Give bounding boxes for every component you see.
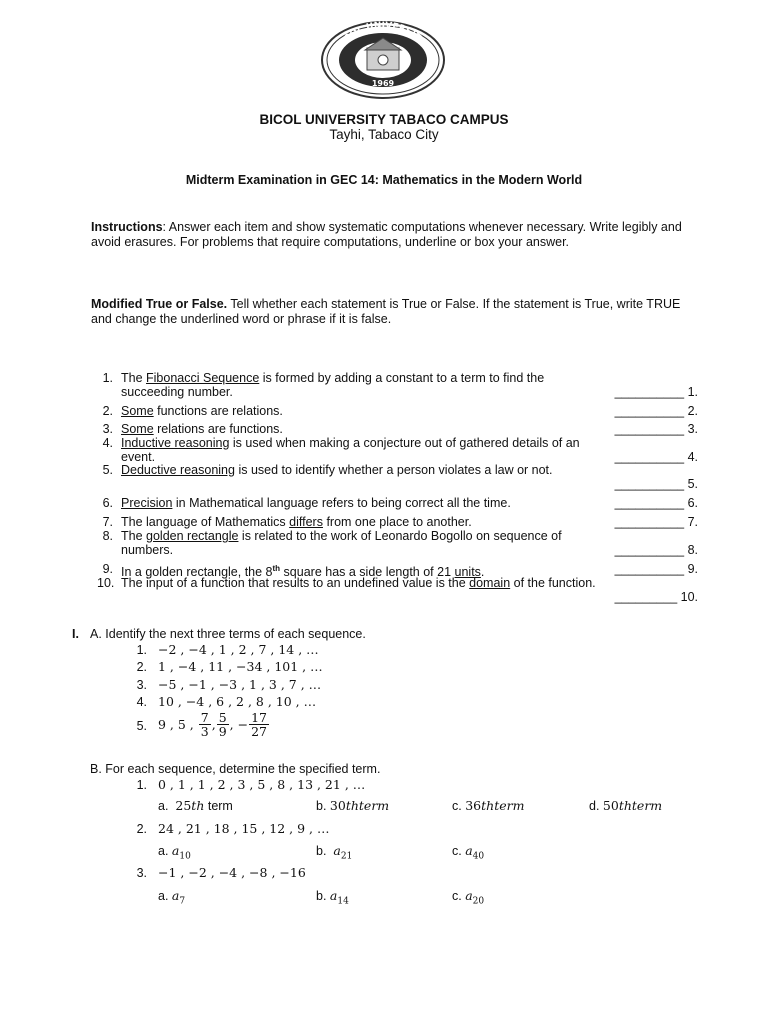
answer-blank[interactable]: __________ 1. <box>614 385 698 399</box>
option-label: c. <box>452 799 462 813</box>
option-label: b. <box>316 889 327 903</box>
answer-option <box>316 843 352 862</box>
tf-item-text <box>121 576 599 590</box>
sequence-terms: −5 , −1 , −3 , 1 , 3 , 7 , … <box>158 677 322 692</box>
tf-item-number: 9. <box>102 562 113 576</box>
tf-underlined: Some <box>121 422 154 436</box>
tf-item-number: 8. <box>102 529 113 543</box>
tf-text-part: square has a side length of 21 <box>280 565 455 580</box>
denominator: 27 <box>251 724 267 739</box>
tf-underlined: units <box>454 565 481 580</box>
option-subscript: 21 <box>340 851 353 862</box>
fraction <box>199 711 211 738</box>
sequence-terms: 24 , 21 , 18 , 15 , 12 , 9 , … <box>158 821 330 836</box>
option-label: b. <box>316 799 327 813</box>
option-variable: a <box>171 843 180 858</box>
answer-blank[interactable]: __________ 8. <box>614 543 698 557</box>
tf-item-number: 1. <box>102 371 113 385</box>
tf-text-part: The input of a function that results to an undefined value is the <box>121 576 470 590</box>
tf-underlined: golden rectangle <box>146 529 239 543</box>
tf-label: Modified True or False. <box>91 297 228 311</box>
answer-blank[interactable]: __________ 3. <box>614 422 698 436</box>
exam-title: Midterm Examination in GEC 14: Mathematics in the Modern World <box>185 173 583 187</box>
sequence-number: 4. <box>136 695 147 709</box>
option-label: b. <box>316 844 327 858</box>
answer-option <box>589 798 662 813</box>
answer-blank[interactable]: __________ 5. <box>614 477 698 491</box>
part-number: I. <box>72 627 79 641</box>
answer-option <box>316 888 349 907</box>
part-b-title: B. For each sequence, determine the specified term. <box>90 762 381 776</box>
tf-text: Tell whether each statement is True or False. If the statement is True, write TRUE and change the underlined word or phrase if it is false. <box>91 297 681 326</box>
instructions <box>91 220 691 250</box>
minus-sign: − <box>237 717 249 732</box>
tf-underlined: differs <box>289 515 323 529</box>
tf-item-number: 6. <box>102 496 113 510</box>
answer-blank[interactable]: __________ 6. <box>614 496 698 510</box>
option-subscript: 40 <box>472 851 485 862</box>
answer-option <box>316 798 389 813</box>
logo-year: 1969 <box>371 79 395 88</box>
instructions-text: : Answer each item and show systematic computations whenever necessary. Write legibly and avoid erasures. For problems that require computations, underline or box your answer. <box>91 220 682 249</box>
campus-address: Tayhi, Tabaco City <box>329 127 439 142</box>
option-label: c. <box>452 844 462 858</box>
denominator: 3 <box>200 724 209 739</box>
university-logo <box>320 20 446 100</box>
answer-blank[interactable]: __________ 9. <box>614 562 698 576</box>
option-label: d. <box>589 799 600 813</box>
tf-text-part: functions are relations. <box>153 404 283 418</box>
tf-item-number: 2. <box>102 404 113 418</box>
tf-instructions <box>91 297 691 327</box>
numerator: 7 <box>200 710 209 725</box>
answer-option <box>158 888 185 907</box>
superscript: th <box>272 564 281 573</box>
answer-option <box>158 798 233 813</box>
tf-underlined: Deductive reasoning <box>121 463 235 477</box>
answer-blank[interactable]: _________ 10. <box>614 590 698 604</box>
tf-item-number: 3. <box>102 422 113 436</box>
tf-text-part: is formed by adding a constant to a term to find the succeeding number. <box>121 371 545 399</box>
answer-blank[interactable]: __________ 4. <box>614 450 698 464</box>
campus-name: BICOL UNIVERSITY TABACO CAMPUS <box>259 112 509 127</box>
logo-ring-text: BICOL UNIVERSITY <box>335 20 428 53</box>
tf-item-text <box>121 463 599 477</box>
tf-text-part: relations are functions. <box>153 422 283 436</box>
tf-item-text <box>121 515 599 529</box>
denominator: 9 <box>218 724 227 739</box>
option-value: 25 <box>175 798 192 813</box>
option-value: 30 <box>329 798 346 813</box>
tf-item-text <box>121 529 599 557</box>
tf-item-number: 10. <box>97 576 115 590</box>
option-subscript: 10 <box>179 851 191 862</box>
sequence-terms: −1 , −2 , −4 , −8 , −16 <box>158 865 306 880</box>
tf-text-part: The <box>121 371 147 385</box>
option-variable: a <box>465 888 473 903</box>
option-variable: thterm <box>618 798 663 813</box>
sequence-number: 3. <box>136 678 147 692</box>
part-a-title: A. Identify the next three terms of each sequence. <box>90 627 366 641</box>
option-subscript: 7 <box>179 896 186 907</box>
sequence-terms: 10 , −4 , 6 , 2 , 8 , 10 , … <box>158 694 317 709</box>
tf-text-part: The <box>121 529 147 543</box>
sequence-number: 2. <box>136 822 147 836</box>
tf-text-part: is related to the work of Leonardo Bogollo on sequence of numbers. <box>121 529 562 557</box>
tf-item-text <box>121 404 599 418</box>
sequence-terms: −2 , −4 , 1 , 2 , 7 , 14 , … <box>158 642 319 657</box>
tf-item-number: 7. <box>102 515 113 529</box>
sequence-terms: 0 , 1 , 1 , 2 , 3 , 5 , 8 , 13 , 21 , … <box>158 777 366 792</box>
answer-option <box>158 843 191 862</box>
tf-underlined: Precision <box>121 496 173 510</box>
answer-option <box>452 843 484 862</box>
option-subscript: 14 <box>337 896 349 907</box>
answer-blank[interactable]: __________ 2. <box>614 404 698 418</box>
fraction <box>249 711 269 738</box>
option-variable: a <box>465 843 473 858</box>
option-label: c. <box>452 889 462 903</box>
tf-item-number: 5. <box>102 463 113 477</box>
answer-option <box>452 888 484 907</box>
tf-underlined: domain <box>469 576 511 590</box>
tf-item-text <box>121 422 599 436</box>
tf-item-text <box>121 436 599 464</box>
instructions-label: Instructions <box>91 220 163 234</box>
option-label: a. <box>158 799 169 813</box>
tf-text-part: The language of Mathematics <box>121 515 290 529</box>
option-value: 50 <box>602 798 619 813</box>
sequence-terms: 1 , −4 , 11 , −34 , 101 , … <box>158 659 323 674</box>
option-subscript: 20 <box>472 896 485 907</box>
numerator: 17 <box>251 710 267 725</box>
tf-text-part: from one place to another. <box>322 515 472 529</box>
answer-option <box>452 798 524 813</box>
tf-text-part: . <box>480 565 485 580</box>
sequence-number: 5. <box>136 719 147 733</box>
tf-text-part: is used to identify whether a person violates a law or not. <box>234 463 553 477</box>
option-variable: a <box>171 888 180 903</box>
tf-item-text <box>121 371 599 399</box>
option-variable: th <box>191 798 205 813</box>
option-label: a. <box>158 889 169 903</box>
option-variable: thterm <box>481 798 525 813</box>
sequence-number: 3. <box>136 866 147 880</box>
option-label: a. <box>158 844 169 858</box>
option-variable: a <box>329 888 338 903</box>
sequence-number: 1. <box>136 778 147 792</box>
sequence-number: 2. <box>136 660 147 674</box>
tf-text-part: in Mathematical language refers to being correct all the time. <box>172 496 511 510</box>
option-variable: thterm <box>345 798 390 813</box>
tf-item-text <box>121 496 599 510</box>
answer-blank[interactable]: __________ 7. <box>614 515 698 529</box>
tf-underlined: Fibonacci Sequence <box>146 371 260 385</box>
sequence-text: 9 , 5 , <box>158 717 198 732</box>
tf-underlined: Some <box>121 404 154 418</box>
option-text: term <box>204 799 233 813</box>
tf-text-part: of the function. <box>510 576 596 590</box>
option-variable: a <box>333 843 341 858</box>
option-value: 36 <box>465 798 482 813</box>
fraction <box>217 711 229 738</box>
tf-item-number: 4. <box>102 436 113 450</box>
tf-underlined: Inductive reasoning <box>121 436 230 450</box>
sequence-number: 1. <box>136 643 147 657</box>
numerator: 5 <box>218 710 227 725</box>
tf-text-part: In a golden rectangle, the 8 <box>121 565 273 580</box>
tf-text-part: is used when making a conjecture out of gathered details of an event. <box>121 436 580 464</box>
sequence-terms: 9 , 5 , $\frac{7}{3}$ , $\frac{5}{9}$ , − $\frac{17}{27}$ <box>158 710 267 739</box>
